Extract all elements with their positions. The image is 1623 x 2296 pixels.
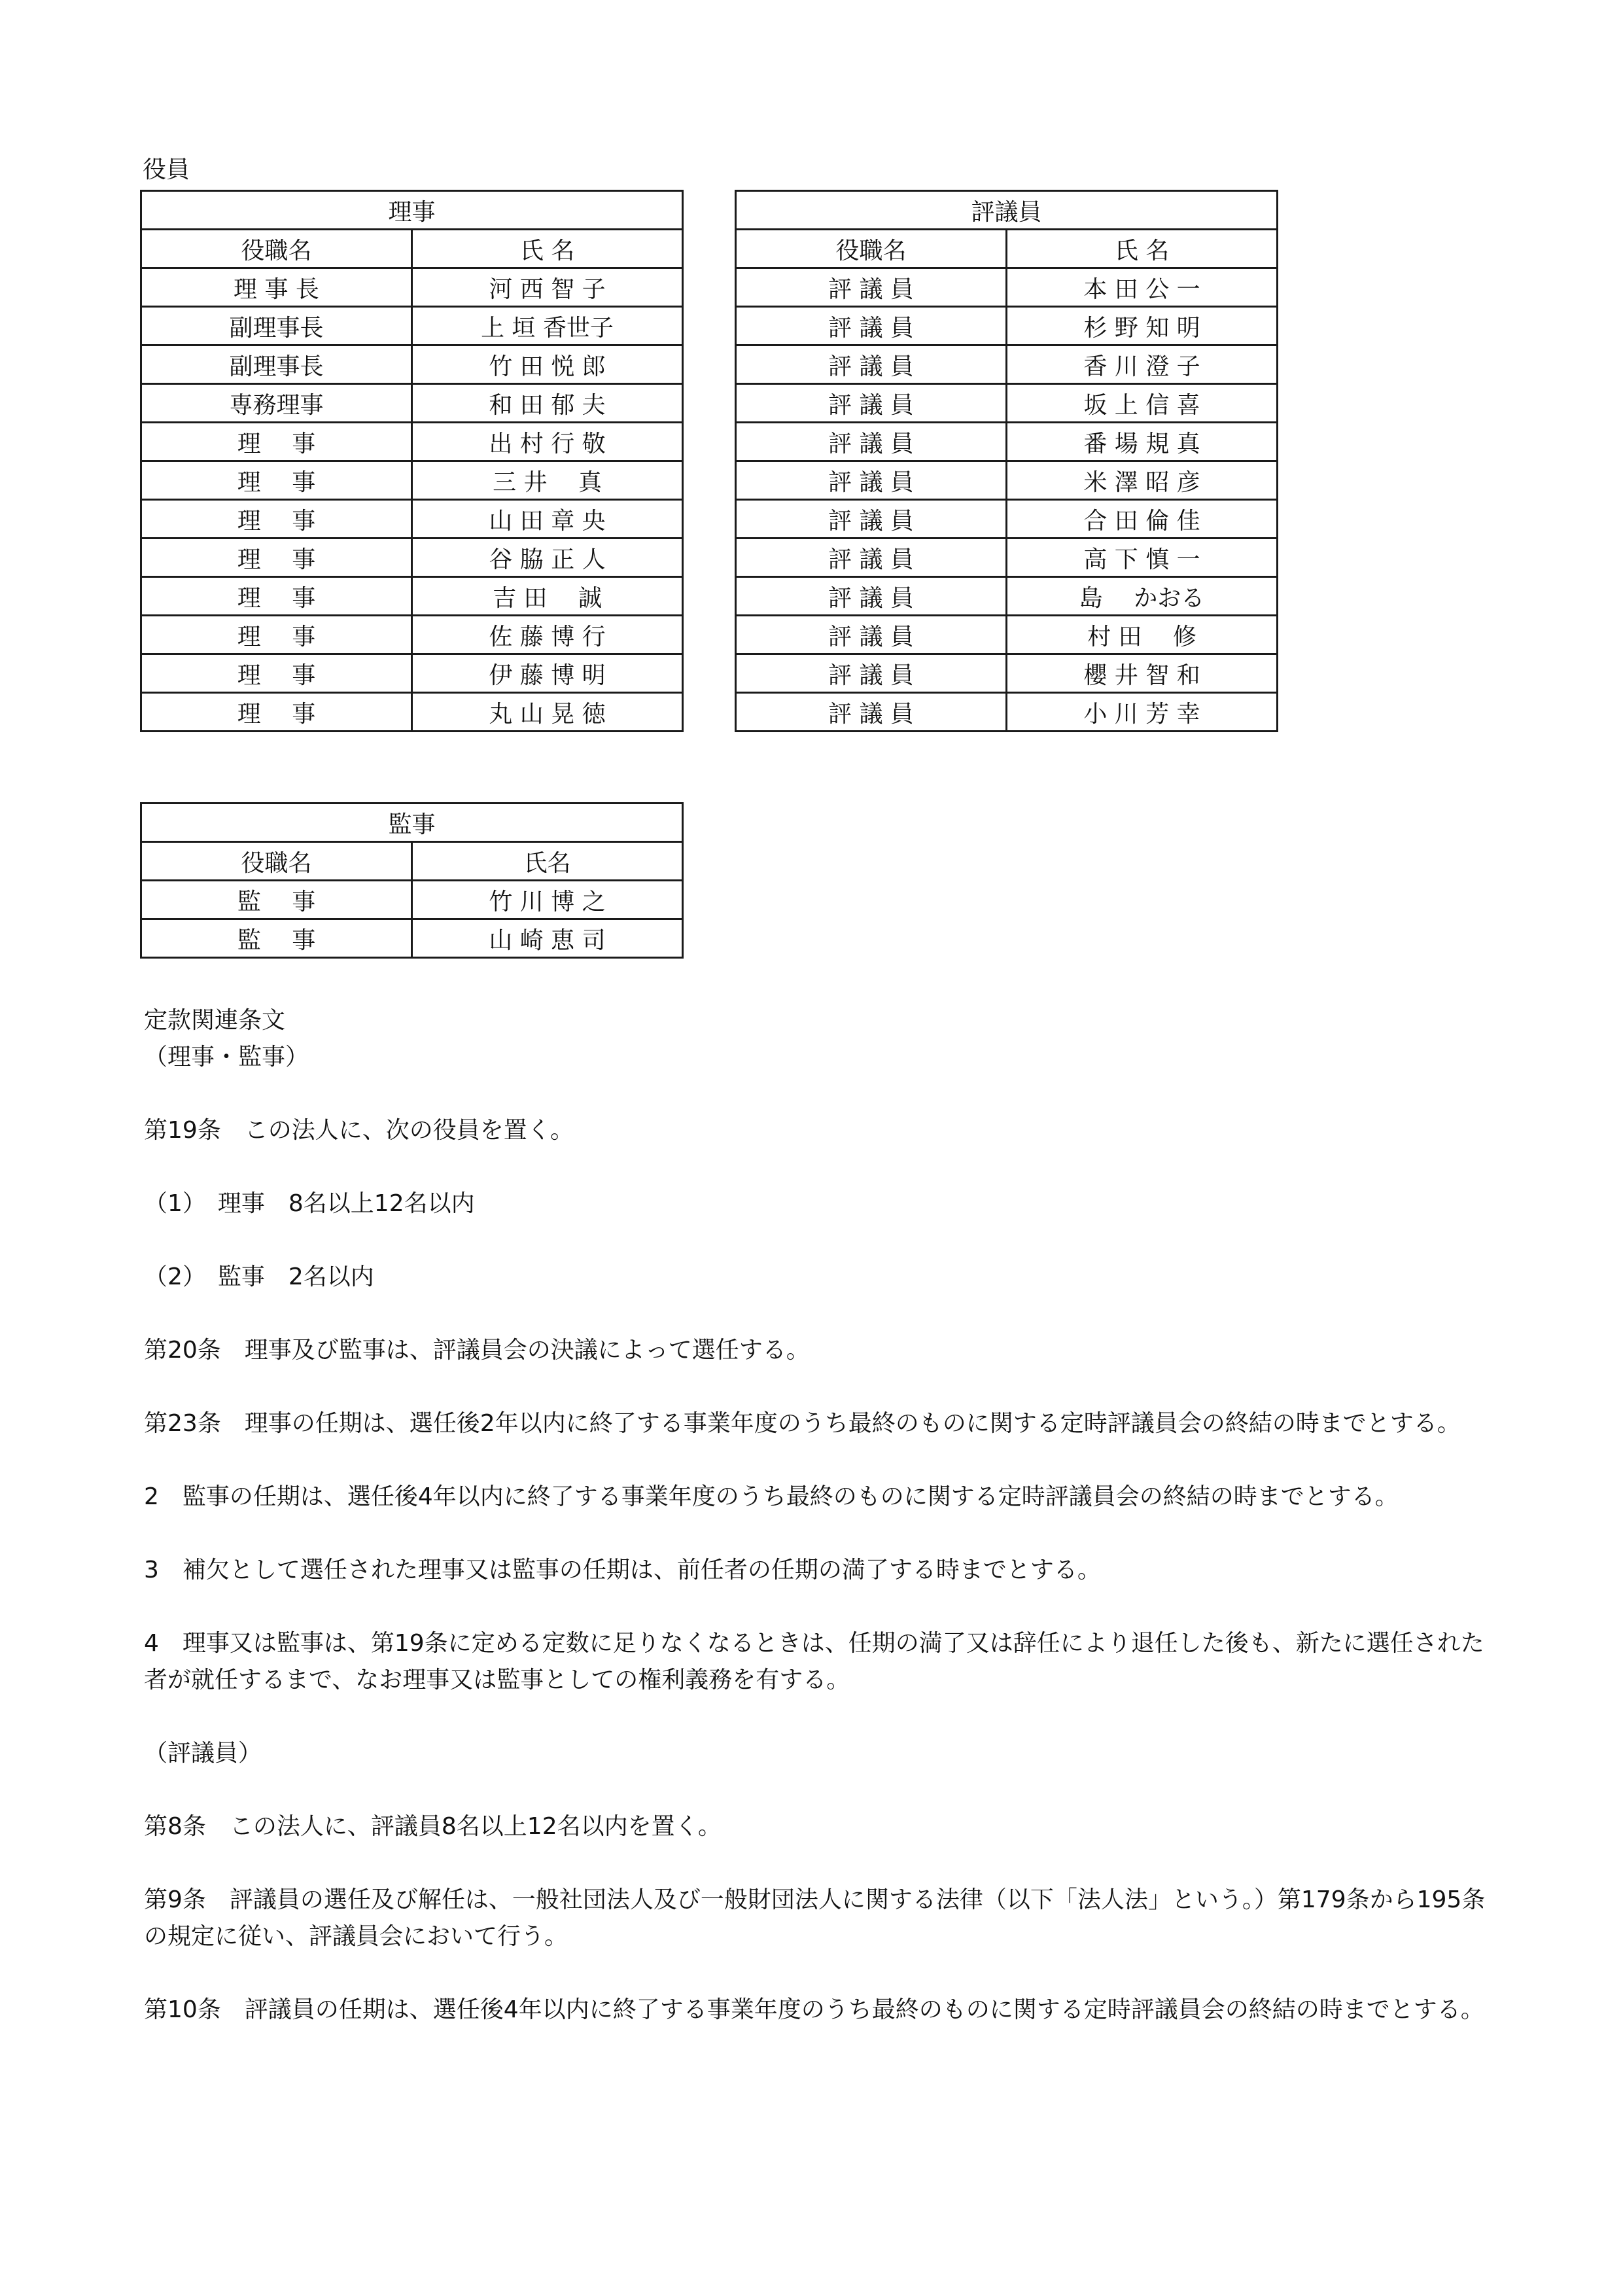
article-23-para-4: 4 理事又は監事は、第19条に定める定数に足りなくなるときは、任期の満了又は辞任により退任した後も、新たに選任された者が就任するまで、なお理事又は監事としての権利義務を有する。 bbox=[144, 1630, 1484, 1693]
cell-role: 評 議 員 bbox=[736, 461, 1007, 500]
cell-role: 評 議 員 bbox=[736, 384, 1007, 423]
article-19-item-1: （1） 理事 8名以上12名以内 bbox=[144, 1190, 475, 1217]
cell-role: 理 事 bbox=[141, 423, 412, 461]
table-title-row bbox=[141, 804, 683, 842]
table-title-row bbox=[141, 191, 683, 230]
cell-name: 米 澤 昭 彦 bbox=[1007, 461, 1278, 500]
cell-role: 理 事 長 bbox=[141, 268, 412, 307]
cell-name: 櫻 井 智 和 bbox=[1007, 654, 1278, 693]
cell-role: 理 事 bbox=[141, 693, 412, 732]
column-header-name: 氏 名 bbox=[1007, 230, 1278, 268]
cell-role: 評 議 員 bbox=[736, 345, 1007, 384]
cell-role: 評 議 員 bbox=[736, 577, 1007, 616]
article-23-para-2: 2 監事の任期は、選任後4年以内に終了する事業年度のうち最終のものに関する定時評議員会の終結の時までとする。 bbox=[144, 1483, 1399, 1510]
table-title: 理事 bbox=[141, 191, 683, 230]
table-row bbox=[736, 423, 1278, 461]
cell-role: 評 議 員 bbox=[736, 307, 1007, 345]
subsection-title-councilors: （評議員） bbox=[144, 1740, 262, 1767]
table-row bbox=[736, 693, 1278, 732]
table-row bbox=[141, 384, 683, 423]
table-row bbox=[141, 693, 683, 732]
cell-name: 佐 藤 博 行 bbox=[412, 616, 683, 654]
cell-role: 理 事 bbox=[141, 500, 412, 539]
column-header-role: 役職名 bbox=[141, 230, 412, 268]
table-row bbox=[141, 577, 683, 616]
article-23-para-3: 3 補欠として選任された理事又は監事の任期は、前任者の任期の満了する時までとする。 bbox=[144, 1557, 1101, 1583]
cell-name: 小 川 芳 幸 bbox=[1007, 693, 1278, 732]
table-row bbox=[141, 881, 683, 919]
cell-role: 監 事 bbox=[141, 881, 412, 919]
table-row bbox=[736, 461, 1278, 500]
cell-name: 杉 野 知 明 bbox=[1007, 307, 1278, 345]
table-row bbox=[141, 345, 683, 384]
table-header-row bbox=[141, 842, 683, 881]
cell-name: 高 下 慎 一 bbox=[1007, 539, 1278, 577]
article-19-item-2: （2） 監事 2名以内 bbox=[144, 1263, 374, 1290]
cell-name: 河 西 智 子 bbox=[412, 268, 683, 307]
cell-name: 坂 上 信 喜 bbox=[1007, 384, 1278, 423]
article-19: 第19条 この法人に、次の役員を置く。 bbox=[144, 1117, 574, 1144]
column-header-name: 氏名 bbox=[412, 842, 683, 881]
cell-role: 監 事 bbox=[141, 919, 412, 958]
cell-role: 理 事 bbox=[141, 616, 412, 654]
section-title: 定款関連条文 bbox=[144, 1007, 286, 1034]
article-20: 第20条 理事及び監事は、評議員会の決議によって選任する。 bbox=[144, 1337, 810, 1364]
cell-role: 評 議 員 bbox=[736, 268, 1007, 307]
table-title-row bbox=[736, 191, 1278, 230]
table-row bbox=[736, 577, 1278, 616]
cell-role: 評 議 員 bbox=[736, 539, 1007, 577]
table-row bbox=[736, 500, 1278, 539]
table-row bbox=[141, 654, 683, 693]
table-row bbox=[141, 500, 683, 539]
cell-name: 和 田 郁 夫 bbox=[412, 384, 683, 423]
cell-name: 吉 田 誠 bbox=[412, 577, 683, 616]
hyogiin-table bbox=[735, 190, 1278, 732]
kanji-table bbox=[140, 802, 684, 959]
cell-role: 副理事長 bbox=[141, 307, 412, 345]
table-row bbox=[141, 616, 683, 654]
table-row bbox=[736, 654, 1278, 693]
cell-role: 理 事 bbox=[141, 539, 412, 577]
column-header-name: 氏 名 bbox=[412, 230, 683, 268]
cell-role: 評 議 員 bbox=[736, 500, 1007, 539]
cell-name: 香 川 澄 子 bbox=[1007, 345, 1278, 384]
table-row bbox=[141, 539, 683, 577]
cell-name: 本 田 公 一 bbox=[1007, 268, 1278, 307]
cell-name: 出 村 行 敬 bbox=[412, 423, 683, 461]
table-row bbox=[141, 461, 683, 500]
cell-name: 番 場 規 真 bbox=[1007, 423, 1278, 461]
table-header-row bbox=[141, 230, 683, 268]
article-8: 第8条 この法人に、評議員8名以上12名以内を置く。 bbox=[144, 1813, 722, 1840]
articles-section bbox=[144, 1002, 1492, 2028]
table-title: 評議員 bbox=[736, 191, 1278, 230]
cell-name: 島 かおる bbox=[1007, 577, 1278, 616]
cell-name: 山 田 章 央 bbox=[412, 500, 683, 539]
table-row bbox=[141, 919, 683, 958]
cell-name: 合 田 倫 佳 bbox=[1007, 500, 1278, 539]
article-23: 第23条 理事の任期は、選任後2年以内に終了する事業年度のうち最終のものに関する定時評議員会の終結の時までとする。 bbox=[144, 1410, 1461, 1437]
cell-name: 竹 田 悦 郎 bbox=[412, 345, 683, 384]
table-header-row bbox=[736, 230, 1278, 268]
table-row bbox=[141, 268, 683, 307]
cell-role: 理 事 bbox=[141, 654, 412, 693]
table-row bbox=[736, 307, 1278, 345]
cell-name: 谷 脇 正 人 bbox=[412, 539, 683, 577]
table-title: 監事 bbox=[141, 804, 683, 842]
table-row bbox=[736, 384, 1278, 423]
cell-name: 村 田 修 bbox=[1007, 616, 1278, 654]
cell-role: 専務理事 bbox=[141, 384, 412, 423]
subsection-title-officers: （理事・監事） bbox=[144, 1044, 309, 1070]
cell-name: 上 垣 香世子 bbox=[412, 307, 683, 345]
cell-role: 副理事長 bbox=[141, 345, 412, 384]
table-row bbox=[736, 345, 1278, 384]
cell-name: 伊 藤 博 明 bbox=[412, 654, 683, 693]
page-heading: 役員 bbox=[143, 156, 190, 183]
cell-role: 理 事 bbox=[141, 577, 412, 616]
table-row bbox=[141, 423, 683, 461]
cell-role: 評 議 員 bbox=[736, 616, 1007, 654]
table-row bbox=[736, 268, 1278, 307]
cell-name: 竹 川 博 之 bbox=[412, 881, 683, 919]
cell-role: 評 議 員 bbox=[736, 654, 1007, 693]
column-header-role: 役職名 bbox=[141, 842, 412, 881]
table-row bbox=[736, 539, 1278, 577]
cell-role: 評 議 員 bbox=[736, 693, 1007, 732]
cell-role: 理 事 bbox=[141, 461, 412, 500]
article-10: 第10条 評議員の任期は、選任後4年以内に終了する事業年度のうち最終のものに関する定時評議員会の終結の時までとする。 bbox=[144, 1996, 1484, 2023]
riji-table bbox=[140, 190, 684, 732]
article-9: 第9条 評議員の選任及び解任は、一般社団法人及び一般財団法人に関する法律（以下「法人法」という。）第179条から195条の規定に従い、評議員会において行う。 bbox=[144, 1886, 1486, 1950]
table-row bbox=[736, 616, 1278, 654]
cell-name: 丸 山 晃 徳 bbox=[412, 693, 683, 732]
table-row bbox=[141, 307, 683, 345]
column-header-role: 役職名 bbox=[736, 230, 1007, 268]
cell-name: 山 崎 恵 司 bbox=[412, 919, 683, 958]
cell-name: 三 井 真 bbox=[412, 461, 683, 500]
cell-role: 評 議 員 bbox=[736, 423, 1007, 461]
